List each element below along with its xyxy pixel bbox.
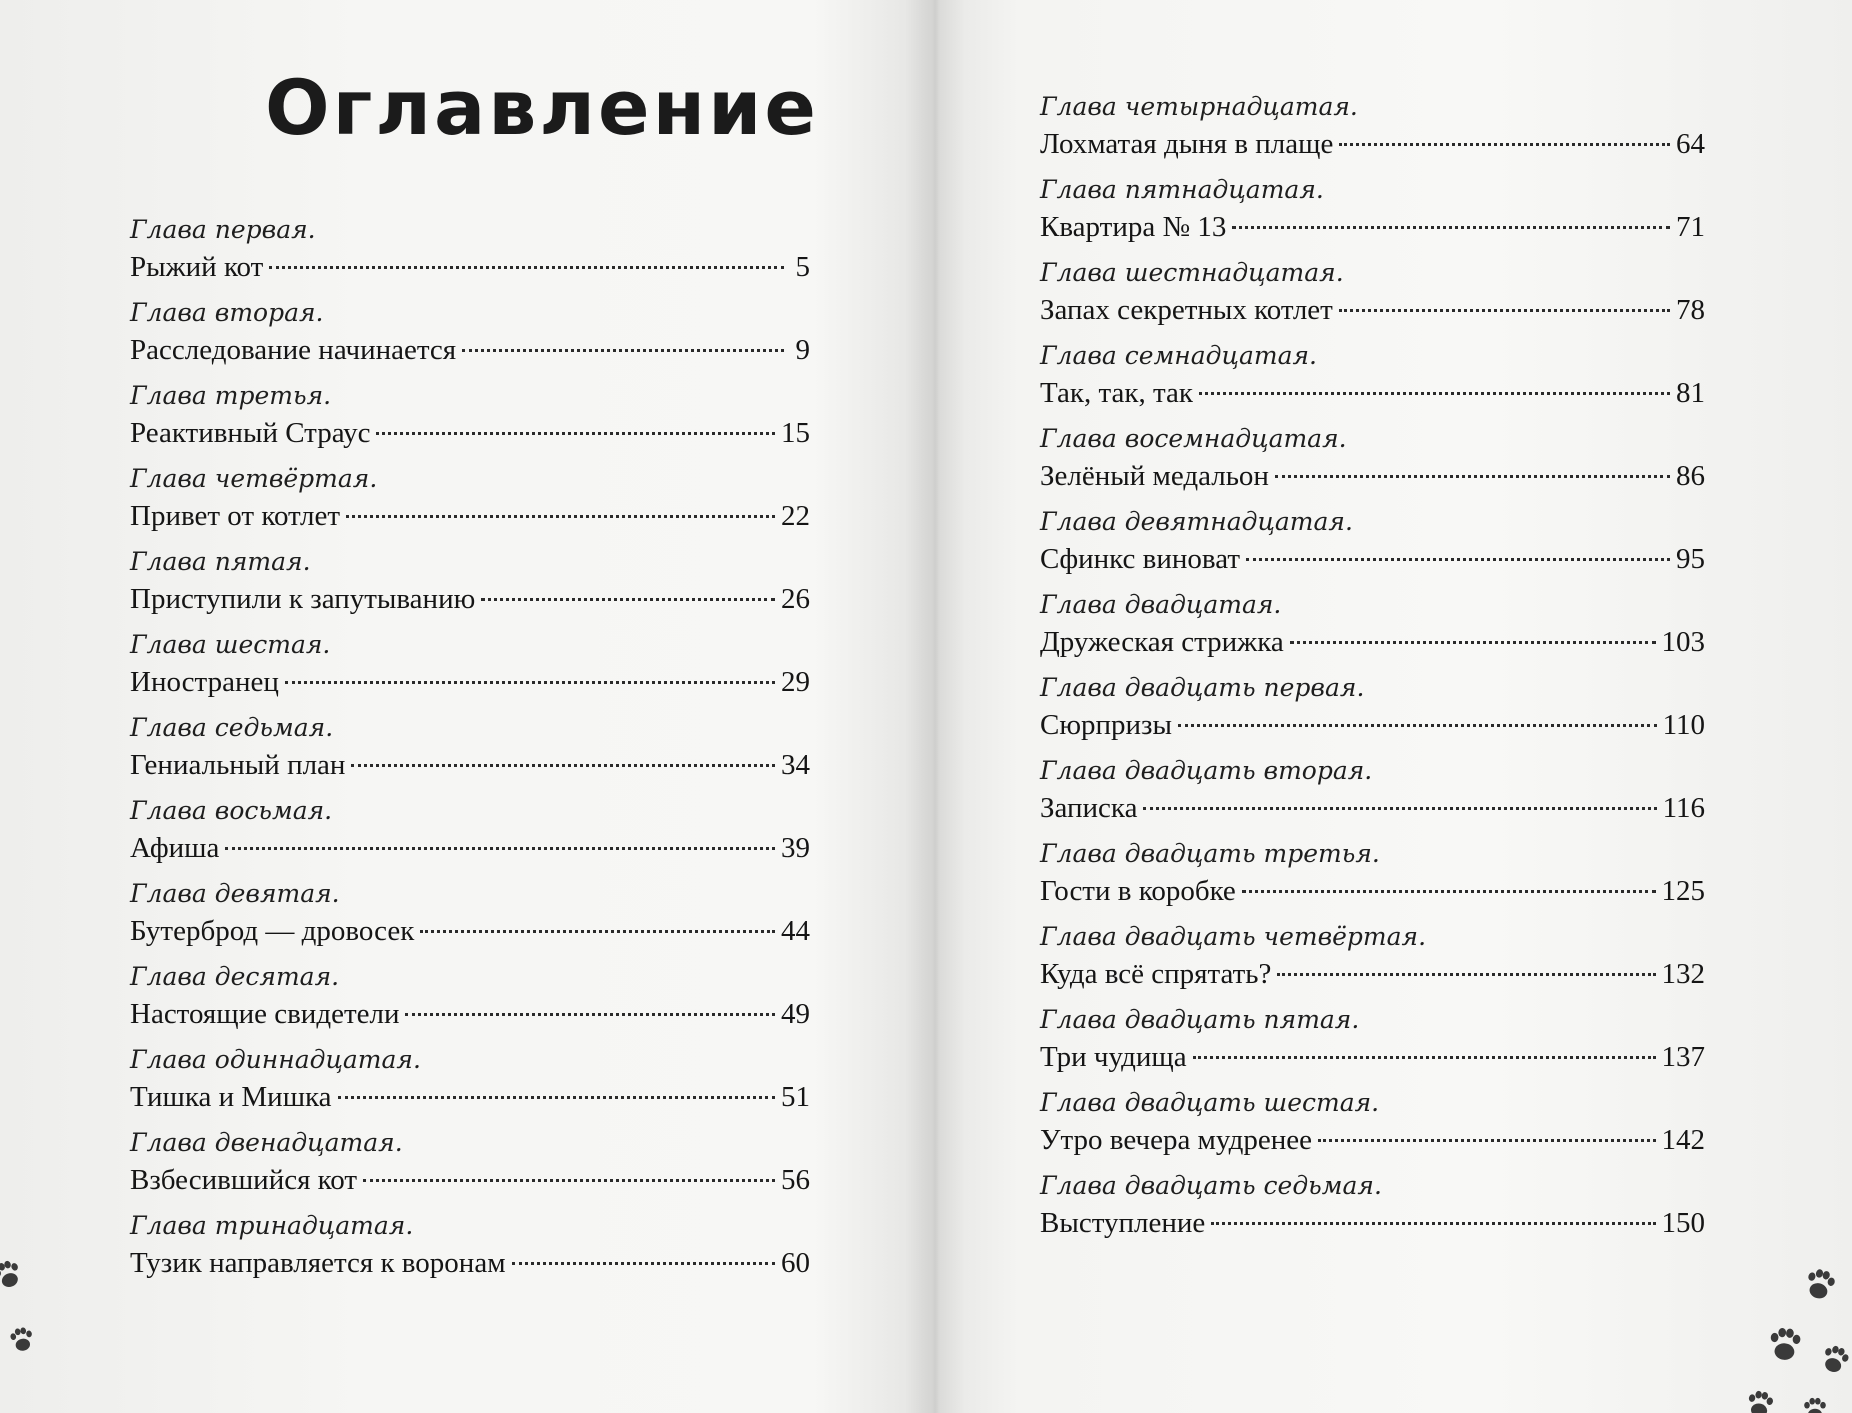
toc-line [1040,956,1705,992]
toc-line [1040,1039,1705,1075]
paw-print-icon [1819,1343,1851,1376]
toc-line [1040,873,1705,909]
toc-line [1040,790,1705,826]
chapter-number: Глава шестая. [130,630,331,659]
toc-list-left [130,215,810,1294]
dot-leader [351,764,775,767]
chapter-number: Глава семнадцатая. [1040,341,1317,370]
chapter-number: Глава пятнадцатая. [1040,175,1324,204]
chapter-number: Глава двадцать первая. [1040,673,1365,702]
toc-line [130,1162,810,1198]
chapter-title: Приступили к запутыванию [130,583,476,615]
book-gutter [905,0,965,1413]
page-number: 137 [1661,1041,1705,1073]
page-number: 150 [1661,1207,1705,1239]
toc-line [130,415,810,451]
chapter-number: Глава пятая. [130,547,311,576]
dot-leader [269,266,784,269]
page-number: 81 [1676,377,1705,409]
dot-leader [481,598,775,601]
page-number: 95 [1676,543,1705,575]
dot-leader [225,847,775,850]
chapter-number: Глава двадцатая. [1040,590,1282,619]
chapter-title: Гости в коробке [1040,875,1236,907]
chapter-number: Глава двадцать пятая. [1040,1005,1360,1034]
chapter-number: Глава шестнадцатая. [1040,258,1344,287]
chapter-title: Привет от котлет [130,500,341,532]
dot-leader [1246,558,1670,561]
toc-entry [130,879,810,962]
chapter-title: Афиша [130,832,220,864]
page-number: 29 [781,666,810,698]
dot-leader [1199,392,1670,395]
toc-entry [1040,341,1705,424]
chapter-number: Глава двадцать вторая. [1040,756,1373,785]
toc-line [130,830,810,866]
chapter-number: Глава двадцать третья. [1040,839,1380,868]
toc-line [130,332,810,368]
page-number: 34 [781,749,810,781]
toc-line [1040,458,1705,494]
page-number: 22 [781,500,810,532]
page-number: 44 [781,915,810,947]
chapter-title: Рыжий кот [130,251,264,283]
toc-entry [130,547,810,630]
page-number: 132 [1661,958,1705,990]
chapter-number: Глава двадцать седьмая. [1040,1171,1382,1200]
toc-entry [1040,922,1705,1005]
dot-leader [1242,890,1656,893]
toc-entry [1040,92,1705,175]
dot-leader [1275,475,1670,478]
chapter-title: Зелёный медальон [1040,460,1269,492]
toc-entry [130,215,810,298]
page-number: 56 [781,1164,810,1196]
chapter-title: Записка [1040,792,1138,824]
toc-line [130,1245,810,1281]
toc-line [1040,375,1705,411]
paw-print-icon [1746,1389,1774,1413]
dot-leader [1318,1139,1656,1142]
dot-leader [512,1262,775,1265]
chapter-title: Гениальный план [130,749,346,781]
dot-leader [1143,807,1656,810]
toc-entry [1040,507,1705,590]
chapter-title: Настоящие свидетели [130,998,400,1030]
chapter-title: Утро вечера мудренее [1040,1124,1312,1156]
chapter-title: Сюрпризы [1040,709,1172,741]
toc-entry [130,630,810,713]
chapter-number: Глава двадцать четвёртая. [1040,922,1427,951]
page-number: 39 [781,832,810,864]
dot-leader [1193,1056,1656,1059]
page-number: 26 [781,583,810,615]
chapter-number: Глава третья. [130,381,332,410]
chapter-title: Запах секретных котлет [1040,294,1333,326]
page-number: 110 [1662,709,1705,741]
chapter-title: Иностранец [130,666,279,698]
page-number: 51 [781,1081,810,1113]
chapter-title: Выступление [1040,1207,1206,1239]
page-number: 64 [1676,128,1705,160]
dot-leader [1232,226,1670,229]
toc-entry [1040,1171,1705,1254]
chapter-title: Бутерброд — дровосек [130,915,415,947]
chapter-title: Тишка и Мишка [130,1081,332,1113]
dot-leader [1290,641,1656,644]
paw-print-icon [1804,1398,1826,1413]
dot-leader [462,349,784,352]
chapter-title: Три чудища [1040,1041,1187,1073]
dot-leader [1178,724,1657,727]
page-number: 125 [1661,875,1705,907]
dot-leader [363,1179,775,1182]
page-number: 142 [1661,1124,1705,1156]
toc-line [1040,707,1705,743]
chapter-title: Взбесившийся кот [130,1164,358,1196]
page-number: 5 [795,251,810,283]
page-number: 71 [1676,211,1705,243]
toc-entry [130,713,810,796]
dot-leader [376,432,775,435]
toc-line [130,913,810,949]
toc-line [1040,1205,1705,1241]
page-number: 60 [781,1247,810,1279]
dot-leader [338,1096,775,1099]
dot-leader [405,1013,775,1016]
dot-leader [346,515,775,518]
chapter-title: Реактивный Страус [130,417,371,449]
page-number: 103 [1661,626,1705,658]
chapter-title: Расследование начинается [130,334,457,366]
chapter-number: Глава девятнадцатая. [1040,507,1353,536]
dot-leader [1277,973,1655,976]
chapter-number: Глава восемнадцатая. [1040,424,1347,453]
toc-line [130,747,810,783]
toc-line [1040,126,1705,162]
toc-entry [1040,258,1705,341]
page-number: 9 [795,334,810,366]
toc-list-right [1040,92,1705,1254]
toc-entry [130,464,810,547]
toc-line [1040,1122,1705,1158]
chapter-number: Глава четырнадцатая. [1040,92,1358,121]
chapter-title: Так, так, так [1040,377,1193,409]
toc-entry [1040,424,1705,507]
toc-entry [130,1211,810,1294]
chapter-title: Тузик направляется к воронам [130,1247,506,1279]
chapter-number: Глава четвёртая. [130,464,378,493]
page-number: 78 [1676,294,1705,326]
chapter-title: Сфинкс виноват [1040,543,1240,575]
toc-entry [1040,1088,1705,1171]
toc-line [1040,541,1705,577]
toc-line [130,249,810,285]
chapter-title: Куда всё спрятать? [1040,958,1272,990]
toc-line [1040,624,1705,660]
toc-line [130,581,810,617]
page-number: 116 [1662,792,1705,824]
paw-print-icon [9,1326,34,1352]
chapter-title: Квартира № 13 [1040,211,1227,243]
chapter-number: Глава вторая. [130,298,324,327]
toc-line [130,1079,810,1115]
page-number: 49 [781,998,810,1030]
toc-line [130,498,810,534]
chapter-number: Глава восьмая. [130,796,333,825]
chapter-number: Глава седьмая. [130,713,334,742]
toc-entry [1040,175,1705,258]
chapter-title: Дружеская стрижка [1040,626,1284,658]
chapter-number: Глава десятая. [130,962,340,991]
toc-entry [1040,756,1705,839]
toc-line [1040,209,1705,245]
chapter-number: Глава двадцать шестая. [1040,1088,1380,1117]
toc-entry [1040,673,1705,756]
toc-entry [130,962,810,1045]
toc-entry [1040,1005,1705,1088]
toc-line [130,664,810,700]
toc-entry [130,381,810,464]
dot-leader [1339,309,1670,312]
toc-title: Оглавление [265,63,819,152]
toc-entry [1040,839,1705,922]
dot-leader [285,681,775,684]
chapter-number: Глава двенадцатая. [130,1128,403,1157]
toc-line [130,996,810,1032]
paw-print-icon [1803,1267,1837,1302]
chapter-number: Глава одиннадцатая. [130,1045,421,1074]
toc-entry [130,1045,810,1128]
toc-line [1040,292,1705,328]
chapter-number: Глава тринадцатая. [130,1211,414,1240]
chapter-title: Лохматая дыня в плаще [1040,128,1334,160]
paw-print-icon [1769,1327,1801,1361]
chapter-number: Глава первая. [130,215,316,244]
dot-leader [420,930,775,933]
paw-print-icon [0,1258,24,1291]
dot-leader [1339,143,1670,146]
toc-entry [130,1128,810,1211]
toc-entry [1040,590,1705,673]
page-number: 86 [1676,460,1705,492]
chapter-number: Глава девятая. [130,879,340,908]
toc-entry [130,796,810,879]
toc-entry [130,298,810,381]
page-number: 15 [781,417,810,449]
dot-leader [1211,1222,1655,1225]
